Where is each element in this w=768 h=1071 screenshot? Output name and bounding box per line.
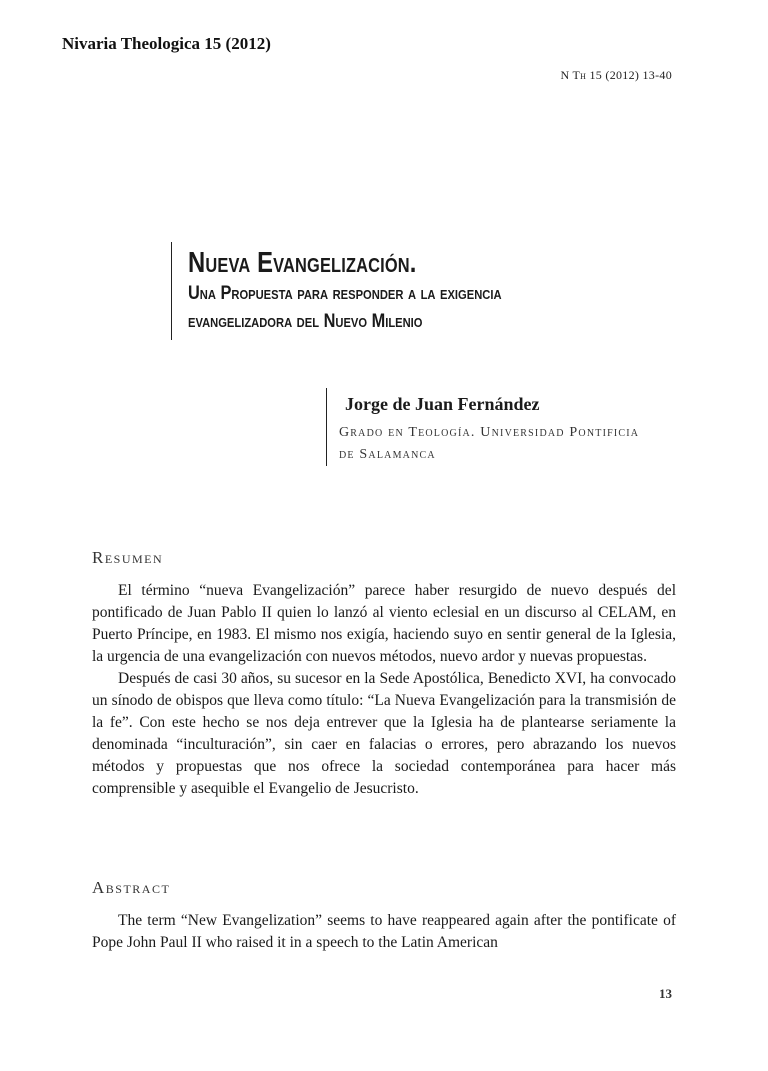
- abstract-body: [92, 910, 676, 954]
- resumen-paragraph-1: El término “nueva Evangelización” parece haber resurgido de nuevo después del pontificado de Juan Pablo II quien lo lanzó al viento eclesial en un discurso al CELAM, en Puerto Príncipe, en 1983. El mismo nos exigía, haciendo suyo en sentir general de la Iglesia, la urgencia de una evangelización con nuevos métodos, nuevo ardor y nuevas propuestas.: [92, 582, 676, 665]
- abstract-paragraph-1: The term “New Evangelization” seems to have reappeared again after the pontificate of Pope John Paul II who raised it in a speech to the Latin American: [92, 912, 676, 951]
- article-title-block: [171, 242, 553, 340]
- author-affiliation: [339, 422, 679, 466]
- article-subtitle-line-1: Una Propuesta para responder a la exigencia: [188, 283, 502, 304]
- affiliation-line-1: Grado en Teología. Universidad Pontificia: [339, 425, 640, 440]
- author-name: Jorge de Juan Fernández: [345, 394, 540, 414]
- resumen-heading: Resumen: [92, 548, 164, 567]
- resumen-body: [92, 580, 676, 800]
- article-title: Nueva Evangelización.: [188, 247, 417, 279]
- affiliation-line-2: de Salamanca: [339, 447, 436, 462]
- resumen-paragraph-2: Después de casi 30 años, su sucesor en la Sede Apostólica, Benedicto XVI, ha convocado un sínodo de obispos que lleva como título: “La Nueva Evangelización para la transmisión de la fe”. Con este hecho se nos deja entrever que la Iglesia ha de plantearse seriamente la denominada “inculturación”, sin caer en falacias o errores, pero abrazando los nuevos métodos y propuestas que nos ofrece la sociedad contemporánea para hacer más comprensible y asequible el Evangelio de Jesucristo.: [92, 670, 676, 797]
- author-block: [326, 388, 679, 466]
- page-number: 13: [659, 986, 672, 1001]
- journal-name: Nivaria Theologica 15 (2012): [62, 34, 271, 53]
- page-reference: N Th 15 (2012) 13-40: [560, 68, 672, 82]
- article-subtitle-line-2: evangelizadora del Nuevo Milenio: [188, 311, 423, 332]
- abstract-heading: Abstract: [92, 878, 171, 897]
